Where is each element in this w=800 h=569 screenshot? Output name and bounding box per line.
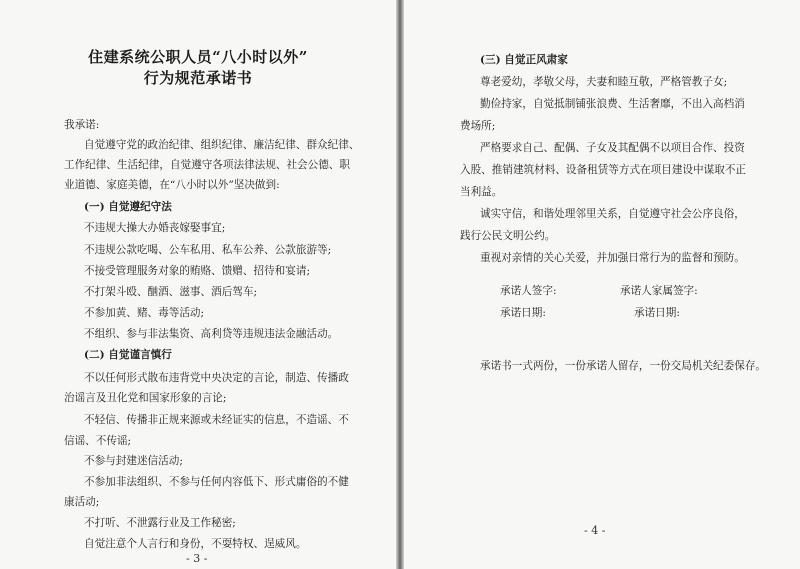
- section-heading: (一) 自觉遵纪守法: [84, 201, 172, 213]
- section-line: 不打听、不泄露行业及工作秘密;: [84, 517, 236, 529]
- section-line: 尊老爱幼，孝敬父母，夫妻和睦互敬，严格管教子女;: [480, 76, 728, 88]
- family-date-label: 承诺日期:: [634, 307, 680, 319]
- salutation: 我承诺:: [64, 119, 100, 131]
- section-line: 勤俭持家，自觉抵制铺张浪费、生活奢靡，不出入高档消: [480, 98, 745, 110]
- section-line: 费场所;: [460, 120, 496, 132]
- intro-line: 业道德、家庭美德，在“八小时以外”坚决做到:: [64, 179, 280, 191]
- section-item: 不违规公款吃喝、公车私用、私车公养、公款旅游等;: [84, 244, 332, 256]
- copies-note: 承诺书一式两份，一份承诺人留存，一份交局机关纪委保存。: [480, 360, 767, 372]
- intro-line: 工作纪律、生活纪律，自觉遵守各项法律法规、社会公德、职: [64, 159, 351, 171]
- section-item: 不组织、参与非法集资、高利贷等违规违法金融活动。: [84, 328, 339, 340]
- section-line: 入股、推销建筑材料、设备租赁等方式在项目建设中谋取不正: [460, 164, 747, 176]
- section-line: 信谣、不传谣;: [64, 435, 132, 447]
- signer-signature-label: 承诺人签字:: [500, 285, 557, 297]
- section-line: 诚实守信，和谐处理邻里关系，自觉遵守社会公序良俗，: [480, 208, 745, 220]
- intro-line: 自觉遵守党的政治纪律、组织纪律、廉洁纪律、群众纪律、: [84, 139, 360, 151]
- page-4: [404, 0, 800, 569]
- section-line: 治谣言及丑化党和国家形象的言论;: [64, 392, 227, 404]
- section-line: 不参与封建迷信活动;: [84, 455, 183, 467]
- section-line: 不轻信、传播非正规来源或未经证实的信息，不造谣、不: [84, 414, 349, 426]
- section-line: 康活动;: [64, 496, 100, 508]
- section-item: 不参加黄、赌、毒等活动;: [84, 307, 205, 319]
- page-3: [0, 0, 396, 569]
- section-line: 当利益。: [460, 186, 503, 198]
- section-line: 自觉注意个人言行和身份，不耍特权、逞威风。: [84, 538, 307, 550]
- document-title-line1: 住建系统公职人员“八小时以外”: [88, 48, 308, 66]
- section-line: 严格要求自己、配偶、子女及其配偶不以项目合作、投资: [480, 142, 745, 154]
- section-item: 不违规大操大办婚丧嫁娶事宜;: [84, 222, 226, 234]
- family-signature-label: 承诺人家属签字:: [620, 285, 698, 297]
- section-line: 重视对亲情的关心关爱，并加强日常行为的监督和预防。: [480, 252, 745, 264]
- page-number: - 4 -: [584, 524, 606, 537]
- section-line: 践行公民文明公约。: [460, 230, 556, 242]
- section-line: 不参加非法组织、不参与任何内容低下、形式庸俗的不健: [84, 476, 349, 488]
- section-line: 不以任何形式散布违背党中央决定的言论，制造、传播政: [84, 372, 349, 384]
- section-item: 不打架斗殴、酗酒、滋事、酒后驾车;: [84, 286, 258, 298]
- signer-date-label: 承诺日期:: [500, 307, 546, 319]
- section-item: 不接受管理服务对象的贿赂、馈赠、招待和宴请;: [84, 265, 311, 277]
- section-heading: (二) 自觉谨言慎行: [84, 349, 172, 361]
- section-heading: (三) 自觉正风肃家: [480, 54, 568, 66]
- document-title-line2: 行为规范承诺书: [143, 69, 253, 87]
- page-number: - 3 -: [186, 552, 208, 565]
- book-gutter: [396, 0, 404, 569]
